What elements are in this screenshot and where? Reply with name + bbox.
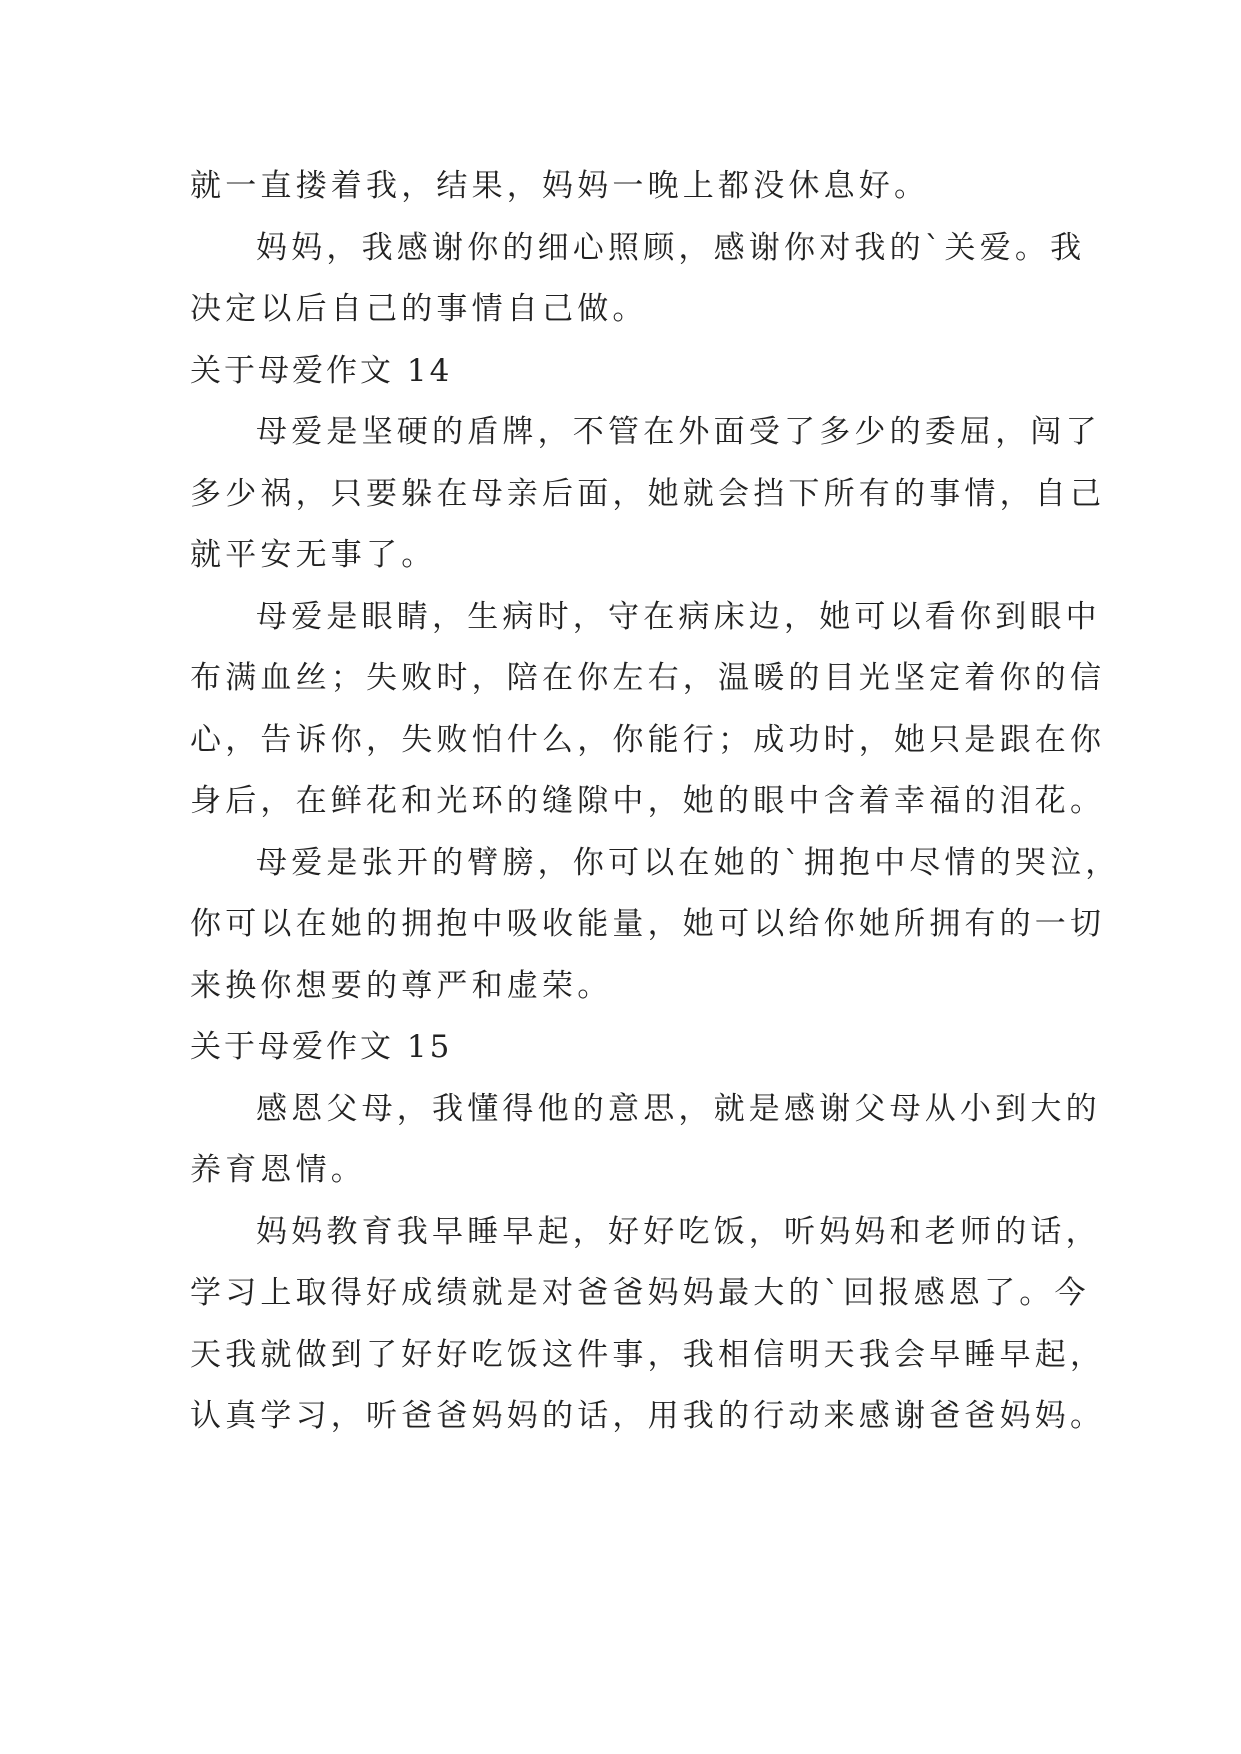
document-body	[190, 156, 1121, 1448]
text-line: 多少祸，只要躲在母亲后面，她就会挡下所有的事情，自己	[190, 475, 1106, 512]
text-line: 天我就做到了好好吃饭这件事，我相信明天我会早睡早起，	[190, 1336, 1106, 1373]
text-line: 身后，在鲜花和光环的缝隙中，她的眼中含着幸福的泪花。	[190, 783, 1106, 819]
paragraph-start: 妈妈，我感谢你的细心照顾，感谢你对我的`关爱。我	[256, 229, 1086, 266]
paragraph-start: 母爱是眼睛，生病时，守在病床边，她可以看你到眼中	[256, 598, 1101, 635]
text-line: 就一直搂着我，结果，妈妈一晚上都没休息好。	[190, 168, 930, 204]
text-line: 心，告诉你，失败怕什么，你能行；成功时，她只是跟在你	[190, 721, 1106, 758]
text-line: 就平安无事了。	[190, 537, 437, 573]
section-heading-15: 关于母爱作文 15	[190, 1029, 453, 1065]
paragraph-start: 母爱是坚硬的盾牌，不管在外面受了多少的委屈，闯了	[256, 414, 1101, 450]
section-heading-14: 关于母爱作文 14	[190, 352, 453, 389]
text-line: 学习上取得好成绩就是对爸爸妈妈最大的`回报感恩了。今	[190, 1275, 1090, 1311]
text-line: 布满血丝；失败时，陪在你左右，温暖的目光坚定着你的信	[190, 660, 1106, 696]
text-line: 来换你想要的尊严和虚荣。	[190, 967, 613, 1004]
paragraph-start: 妈妈教育我早睡早起，好好吃饭，听妈妈和老师的话，	[256, 1213, 1101, 1250]
paragraph-start: 母爱是张开的臂膀，你可以在她的`拥抱中尽情的哭泣，	[256, 844, 1121, 881]
text-line: 认真学习，听爸爸妈妈的话，用我的行动来感谢爸爸妈妈。	[190, 1398, 1106, 1434]
paragraph-start: 感恩父母，我懂得他的意思，就是感谢父母从小到大的	[256, 1090, 1101, 1127]
text-line: 养育恩情。	[190, 1152, 366, 1188]
text-line: 决定以后自己的事情自己做。	[190, 291, 648, 327]
text-line: 你可以在她的拥抱中吸收能量，她可以给你她所拥有的一切	[190, 906, 1106, 942]
